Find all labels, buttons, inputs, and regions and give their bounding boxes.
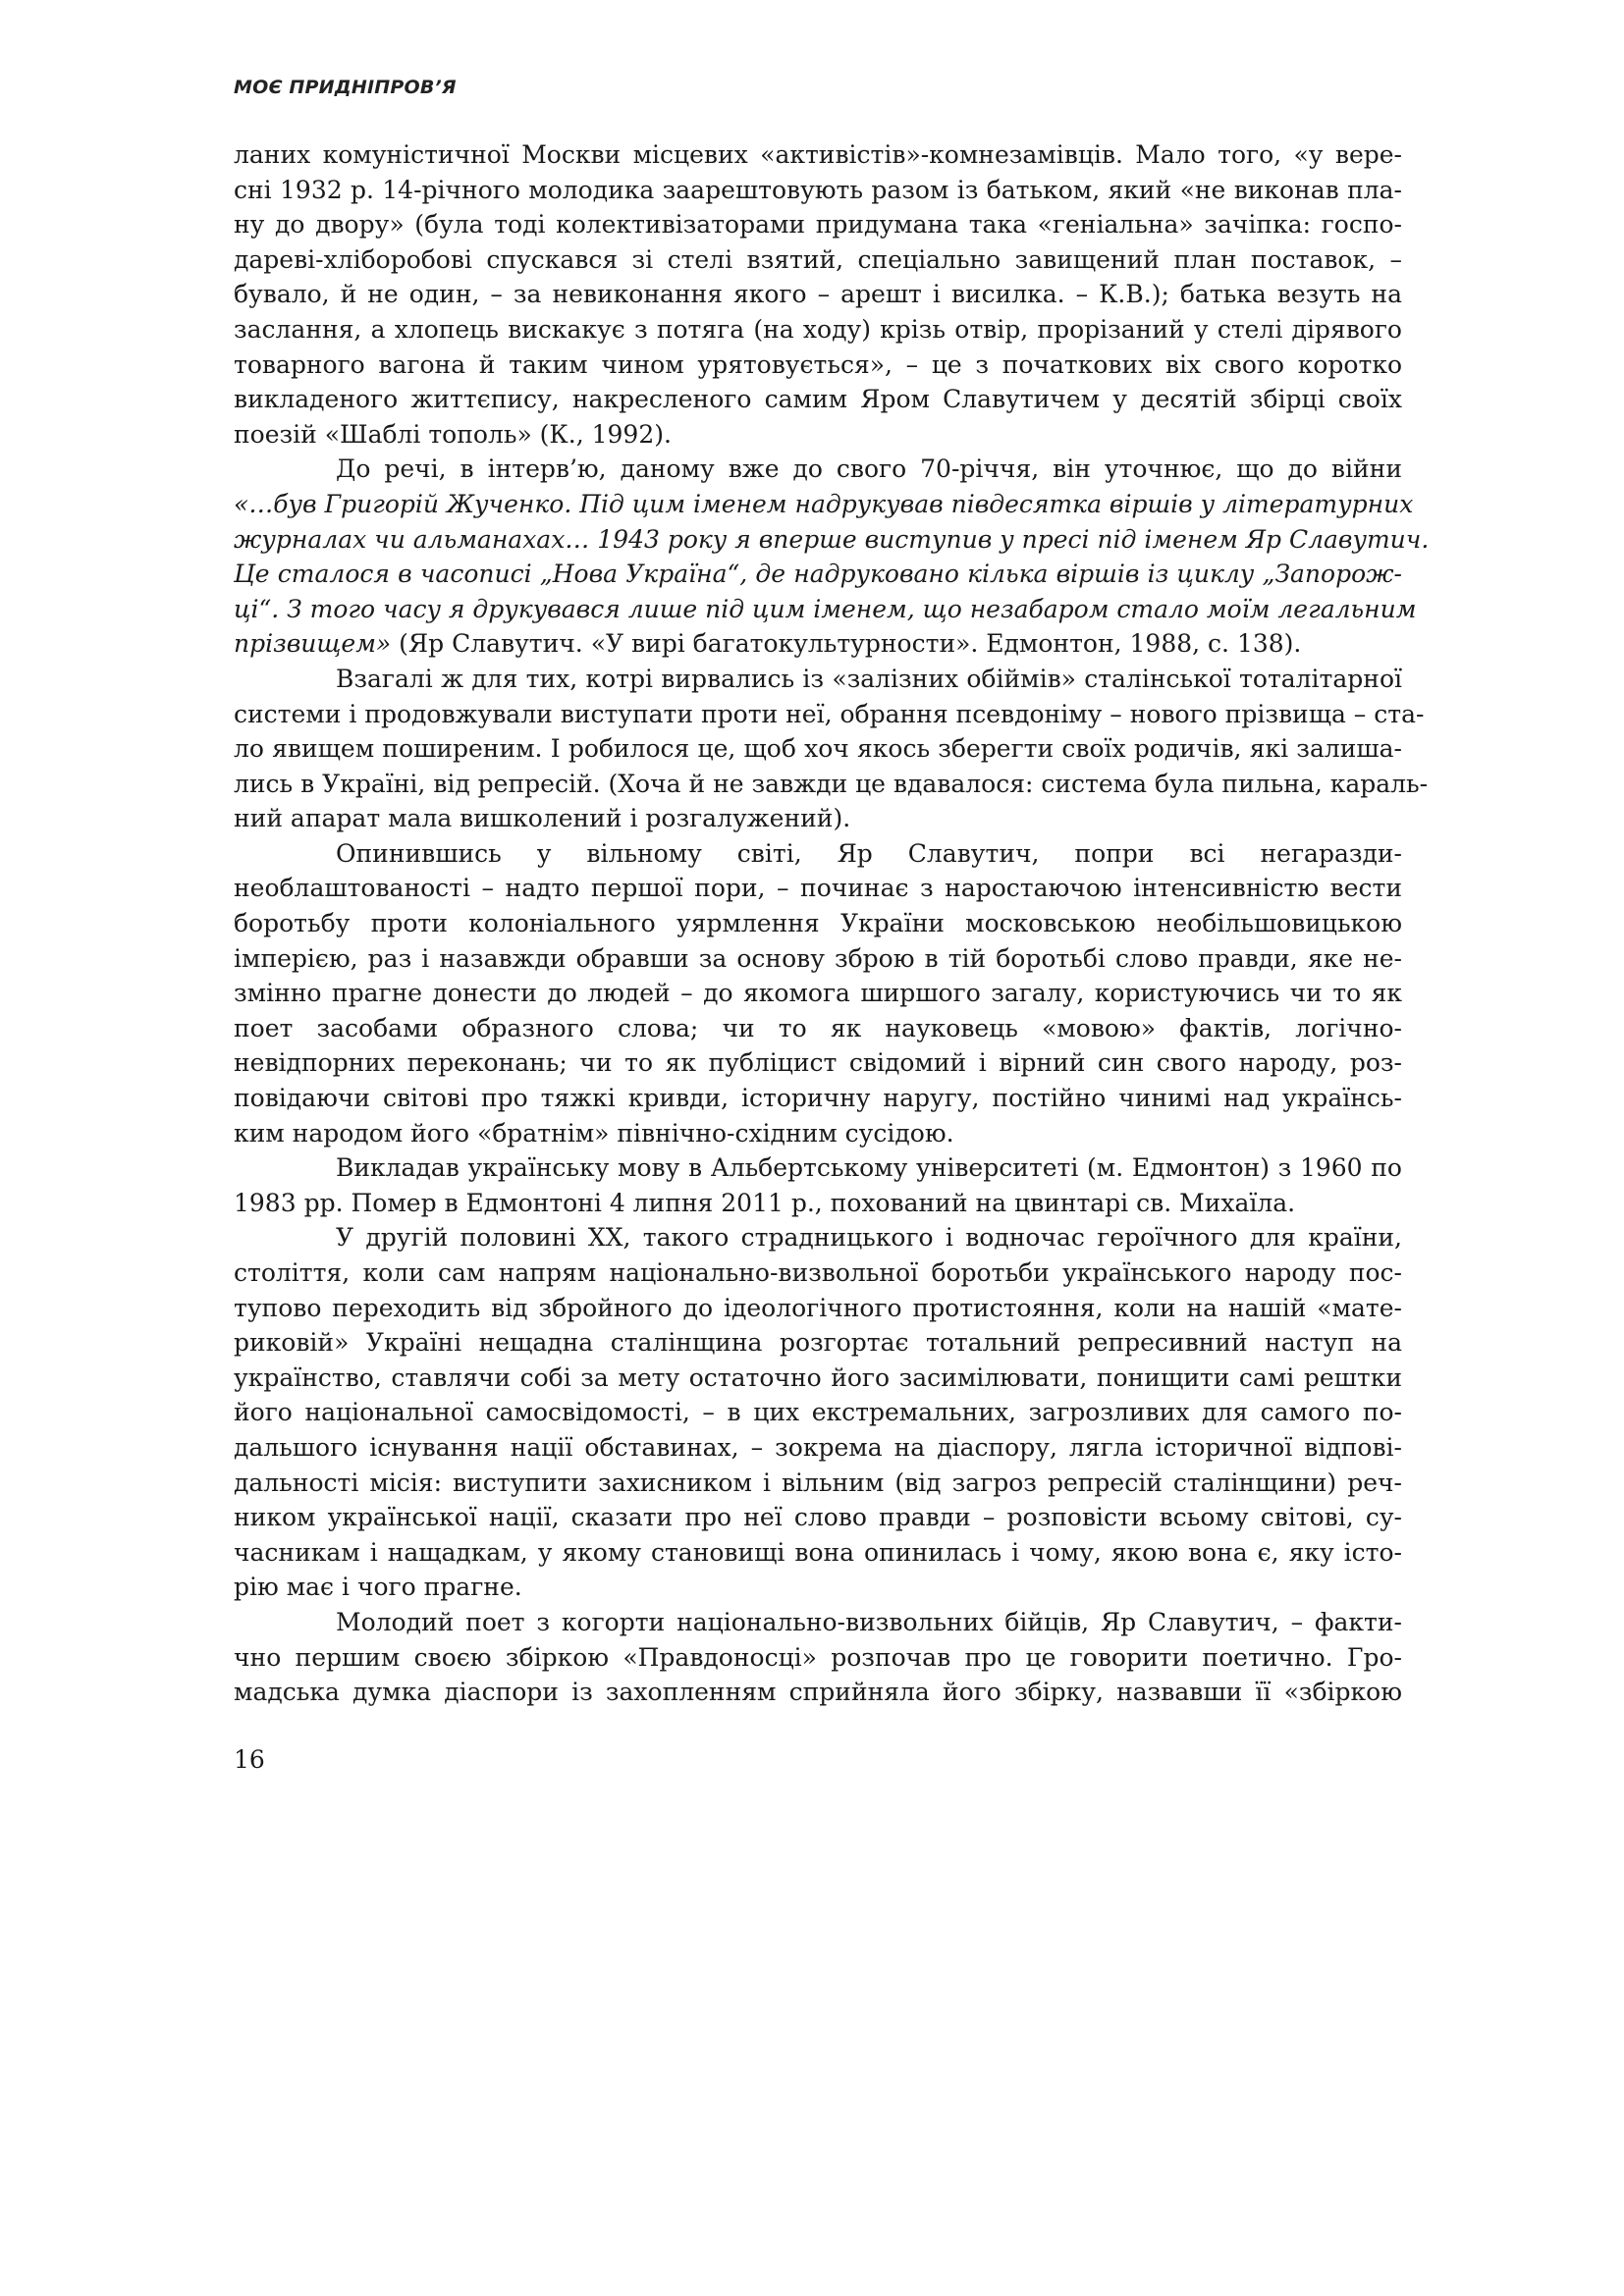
text-line: дальності місія: виступити захисником і вільним (від загроз репресій сталінщини) реч- (234, 1468, 1402, 1497)
quote-text: прізвищем» (234, 629, 392, 659)
text-line: До речі, в інтерв’ю, даному вже до свого 70-річчя, він уточнює, що до війни (336, 454, 1402, 484)
text-line: ником української нації, сказати про неї слово правди – розповісти всьому світові, су- (234, 1503, 1402, 1532)
text-line: 1983 рр. Помер в Едмонтоні 4 липня 2011 р., похований на цвинтарі св. Михаїла. (234, 1188, 1296, 1217)
text-line: Опинившись у вільному світі, Яр Славутич, попри всі негаразди- (336, 838, 1402, 868)
text-line: дальшого існування нації обставинах, – зокрема на діаспору, лягла історичної відпові- (234, 1432, 1402, 1462)
text-line: чно першим своєю збіркою «Правдоносці» розпочав про це говорити поетично. Гро- (234, 1642, 1402, 1672)
text-line: Молодий поет з когорти національно-визвольних бійців, Яр Славутич, – факти- (336, 1607, 1402, 1636)
quote-text: Це сталося в часописі „Нова Україна“, де надруковано кілька віршів із циклу „Запорож- (234, 560, 1402, 589)
paragraph (234, 1150, 1402, 1220)
text-line: невідпорних переконань; чи то як публіцист свідомий і вірний син свого народу, роз- (234, 1048, 1402, 1078)
text-line: викладеного життєпису, накресленого самим Яром Славутичем у десятій збірці своїх (234, 385, 1402, 414)
text-line: ким народом його «братнім» північно-східним сусідою. (234, 1118, 954, 1148)
running-title: МОЄ ПРИДНІПРОВ’Я (234, 77, 457, 98)
text-line-italic (234, 522, 1430, 558)
text-line: необлаштованості – надто першої пори, – починає з наростаючою інтенсивністю вести (234, 874, 1402, 903)
paragraph (234, 662, 1429, 836)
text-line: ний апарат мала вишколений і розгалужений). (234, 804, 851, 833)
text-line: товарного вагона й таким чином урятовується», – це з початкових віх свого коротко (234, 349, 1402, 379)
body-text (234, 137, 1430, 1710)
text-line: заслання, а хлопець вискакує з потяга (на ходу) крізь отвір, прорізаний у стелі дірявого (234, 314, 1402, 344)
text-line: століття, коли сам напрям національно-визвольної боротьби українського народу пос- (234, 1258, 1402, 1287)
text-line: повідаючи світові про тяжкі кривди, історичну наругу, постійно чинимі над українсь- (234, 1084, 1402, 1113)
quote-text: журналах чи альманахах… 1943 року я вперше виступив у пресі під іменем Яр Славутич. (234, 524, 1430, 554)
text-line: У другій половині ХХ, такого страдницького і водночас героїчного для країни, (336, 1223, 1402, 1253)
quote-text: «…був Григорій Жученко. Під цим іменем надрукував півдесятка віршів у літературних (234, 489, 1414, 518)
text-line: українство, ставлячи собі за мету остаточно його засимілювати, понищити самі рештки (234, 1362, 1402, 1392)
text-line: бувало, й не один, – за невиконання якого – арешт і висилка. – К.В.); батька везуть на (234, 280, 1402, 309)
text-line-italic (234, 557, 1402, 592)
text-line-italic (234, 487, 1414, 522)
text-line: часникам і нащадкам, у якому становищі вона опинилась і чому, якою вона є, яку істо- (234, 1537, 1402, 1567)
text-line: ло явищем поширеним. І робилося це, щоб хоч якось зберегти своїх родичів, які залиша- (234, 734, 1402, 764)
text-line: змінно прагне донести до людей – до якомога ширшого загалу, користуючись чи то як (234, 979, 1402, 1008)
paragraph (234, 1220, 1402, 1605)
paragraph (234, 1605, 1402, 1710)
text-line: рію має і чого прагне. (234, 1573, 522, 1602)
text-line-italic (234, 592, 1417, 627)
text-line: дареві-хліборобові спускався зі стелі взятий, спеціально завищений план поставок, – (234, 244, 1402, 274)
text-line: Взагалі ж для тих, котрі вирвались із «залізних обіймів» сталінської тоталітарної (336, 664, 1402, 693)
text-line: лись в Україні, від репресій. (Хоча й не завжди це вдавалося: система була пильна, караль- (234, 769, 1429, 798)
text-line: імперією, раз і назавжди обравши за основу зброю в тій боротьбі слово правди, яке не- (234, 943, 1402, 973)
text-line: сні 1932 р. 14-річного молодика заарештовують разом із батьком, який «не виконав пла- (234, 175, 1402, 204)
text-line: поезій «Шаблі тополь» (К., 1992). (234, 419, 672, 449)
text-line (234, 626, 1402, 662)
text-line: системи і продовжували виступати проти неї, обрання псевдоніму – нового прізвища – ста- (234, 699, 1425, 728)
text-line: риковій» Україні нещадна сталінщина розгортає тотальний репресивний наступ на (234, 1328, 1402, 1358)
text-line: ланих комуністичної Москви місцевих «активістів»-комнезамівців. Мало того, «у вере- (234, 140, 1402, 169)
page-number: 16 (234, 1745, 265, 1774)
citation-text: (Яр Славутич. «У вирі багатокультурности». Едмонтон, 1988, с. 138). (391, 629, 1302, 659)
quote-text: ці“. З того часу я друкувався лише під цим іменем, що незабаром стало моїм легальним (234, 594, 1417, 623)
text-line: його національної самосвідомості, – в цих екстремальних, загрозливих для самого по- (234, 1398, 1402, 1427)
text-line: Викладав українську мову в Альбертському університеті (м. Едмонтон) з 1960 по (336, 1153, 1402, 1183)
text-line: тупово переходить від збройного до ідеологічного протистояння, коли на нашій «мате- (234, 1293, 1402, 1322)
paragraph (234, 137, 1402, 452)
text-line: поет засобами образного слова; чи то як науковець «мовою» фактів, логічно- (234, 1013, 1402, 1042)
paragraph (234, 452, 1430, 662)
paragraph (234, 836, 1402, 1150)
text-line: боротьбу проти колоніального уярмлення України московською необільшовицькою (234, 909, 1402, 938)
text-line: мадська думка діаспори із захопленням сприйняла його збірку, назвавши її «збіркою (234, 1678, 1402, 1707)
text-line: ну до двору» (була тоді колективізаторами придумана така «геніальна» зачіпка: госпо- (234, 210, 1402, 240)
